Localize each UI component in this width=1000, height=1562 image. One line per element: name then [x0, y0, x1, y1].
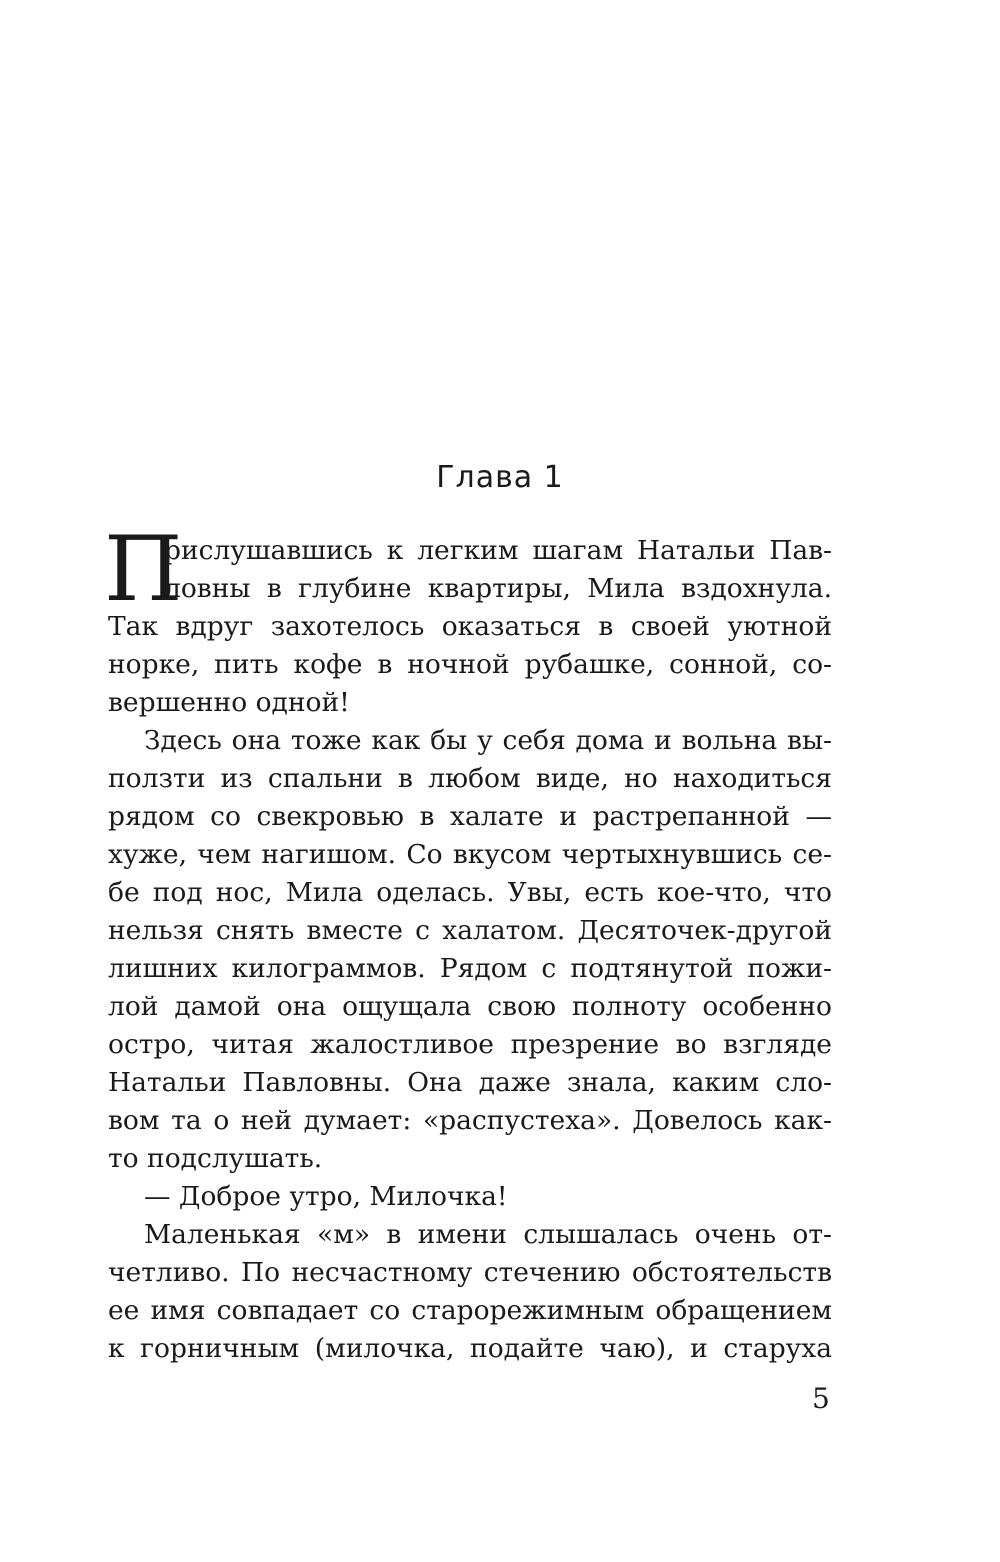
text-line: норке, пить кофе в ночной рубашке, сонной, со-: [108, 649, 832, 680]
text-line: Здесь она тоже как бы у себя дома и вольна вы-: [144, 725, 832, 756]
text-line: — Доброе утро, Милочка!: [144, 1181, 508, 1212]
text-line: вом та о ней думает: «распустеха». Довелось как-: [108, 1105, 832, 1136]
text-line: к горничным (милочка, подайте чаю), и старуха: [108, 1333, 832, 1364]
line-text: рислушавшись к легким шагам Натальи Пав-: [164, 535, 832, 566]
text-line: ползти из спальни в любом виде, но находиться: [108, 763, 832, 794]
text-line: Натальи Павловны. Она даже знала, каким сло-: [108, 1067, 832, 1098]
text-line: ловны в глубине квартиры, Мила вздохнула.: [164, 573, 832, 604]
text-line: остро, читая жалостливое презрение во взгляде: [108, 1029, 832, 1060]
text-line: лишних килограммов. Рядом с подтянутой пожи-: [108, 953, 832, 984]
body-text: [104, 517, 832, 1368]
text-line: рядом со свекровью в халате и растрепанной —: [108, 801, 832, 832]
text-line: Так вдруг захотелось оказаться в своей уютной: [108, 611, 832, 642]
text-line: лой дамой она ощущала свою полноту особенно: [108, 991, 832, 1022]
text-line: ее имя совпадает со старорежимным обращением: [108, 1295, 832, 1326]
chapter-title: Глава 1: [436, 460, 564, 495]
drop-cap: П: [104, 517, 183, 622]
page-number: 5: [812, 1382, 830, 1415]
text-line: четливо. По несчастному стечению обстоятельств: [108, 1257, 832, 1288]
text-line: вершенно одной!: [108, 687, 350, 718]
text-line: то подслушать.: [108, 1143, 323, 1174]
text-line: Маленькая «м» в имени слышалась очень от-: [144, 1219, 832, 1250]
text-line: хуже, чем нагишом. Со вкусом чертыхнувшись се-: [108, 839, 832, 870]
text-line: бе под нос, Мила оделась. Увы, есть кое-что, что: [108, 877, 832, 908]
text-line: нельзя снять вместе с халатом. Десяточек-другой: [108, 915, 832, 946]
